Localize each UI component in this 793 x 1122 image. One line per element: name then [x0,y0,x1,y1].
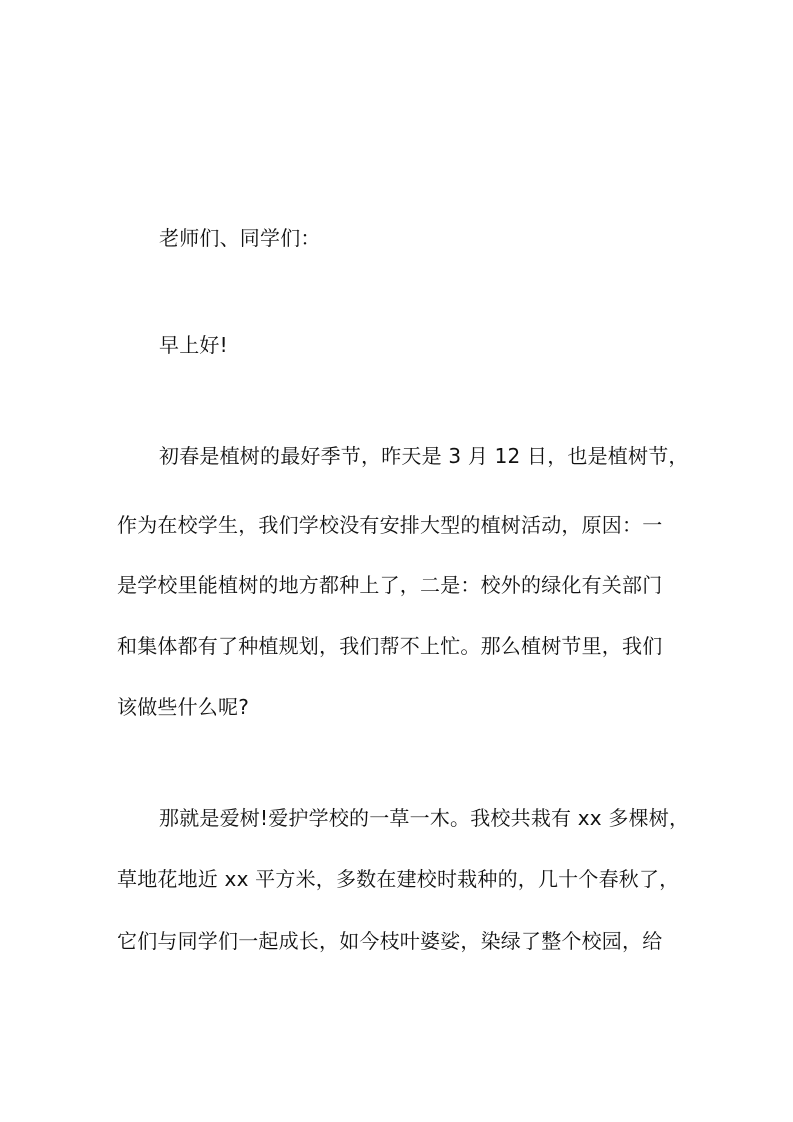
paragraph-line: 是学校里能植树的地方都种上了，二是：校外的绿化有关部门 [117,573,663,597]
paragraph-line: 该做些什么呢? [117,695,250,719]
paragraph-line: 它们与同学们一起成长，如今枝叶婆娑，染绿了整个校园，给 [117,929,663,953]
paragraph-line: 初春是植树的最好季节，昨天是 3 月 12 日，也是植树节， [159,444,689,468]
paragraph-line: 和集体都有了种植规划，我们帮不上忙。那么植树节里，我们 [117,634,663,658]
paragraph-line: 那就是爱树!爱护学校的一草一木。我校共栽有 xx 多棵树， [159,806,690,830]
paragraph-line: 作为在校学生，我们学校没有安排大型的植树活动，原因：一 [117,513,663,537]
greeting: 早上好! [159,333,228,357]
salutation: 老师们、同学们： [159,226,321,250]
paragraph-line: 草地花地近 xx 平方米，多数在建校时栽种的，几十个春秋了， [117,867,680,891]
